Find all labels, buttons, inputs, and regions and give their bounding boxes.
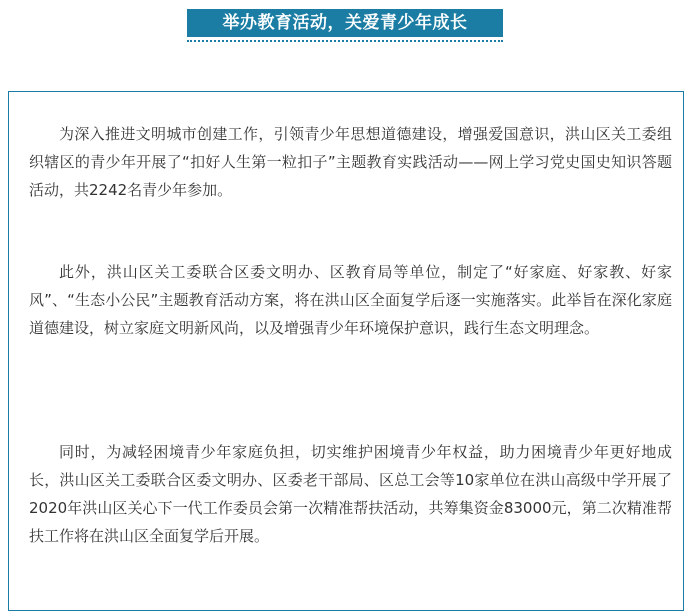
section-title	[187, 9, 503, 43]
article-paragraph-3: 同时，为减轻困境青少年家庭负担，切实维护困境青少年权益，助力困境青少年更好地成长，洪山区关工委联合区委文明办、区委老干部局、区总工会等10家单位在洪山高级中学开展了2020年洪山区关心下一代工作委员会第一次精准帮扶活动，共筹集资金83000元，第二次精准帮扶工作将在洪山区全面复学后开展。	[29, 443, 672, 545]
article-paragraph-1: 为深入推进文明城市创建工作，引领青少年思想道德建设，增强爱国意识，洪山区关工委组织辖区的青少年开展了“扣好人生第一粒扣子”主题教育实践活动——网上学习党史国史知识答题活动，共2242名青少年参加。	[29, 125, 672, 199]
article-content-box	[8, 91, 684, 611]
title-dotted-underline	[187, 40, 503, 42]
title-banner: 举办教育活动，关爱青少年成长	[187, 9, 503, 37]
article-paragraph-2: 此外，洪山区关工委联合区委文明办、区教育局等单位，制定了“好家庭、好家教、好家风”、“生态小公民”主题教育活动方案，将在洪山区全面复学后逐一实施落实。此举旨在深化家庭道德建设，树立家庭文明新风尚，以及增强青少年环境保护意识，践行生态文明理念。	[29, 263, 672, 337]
